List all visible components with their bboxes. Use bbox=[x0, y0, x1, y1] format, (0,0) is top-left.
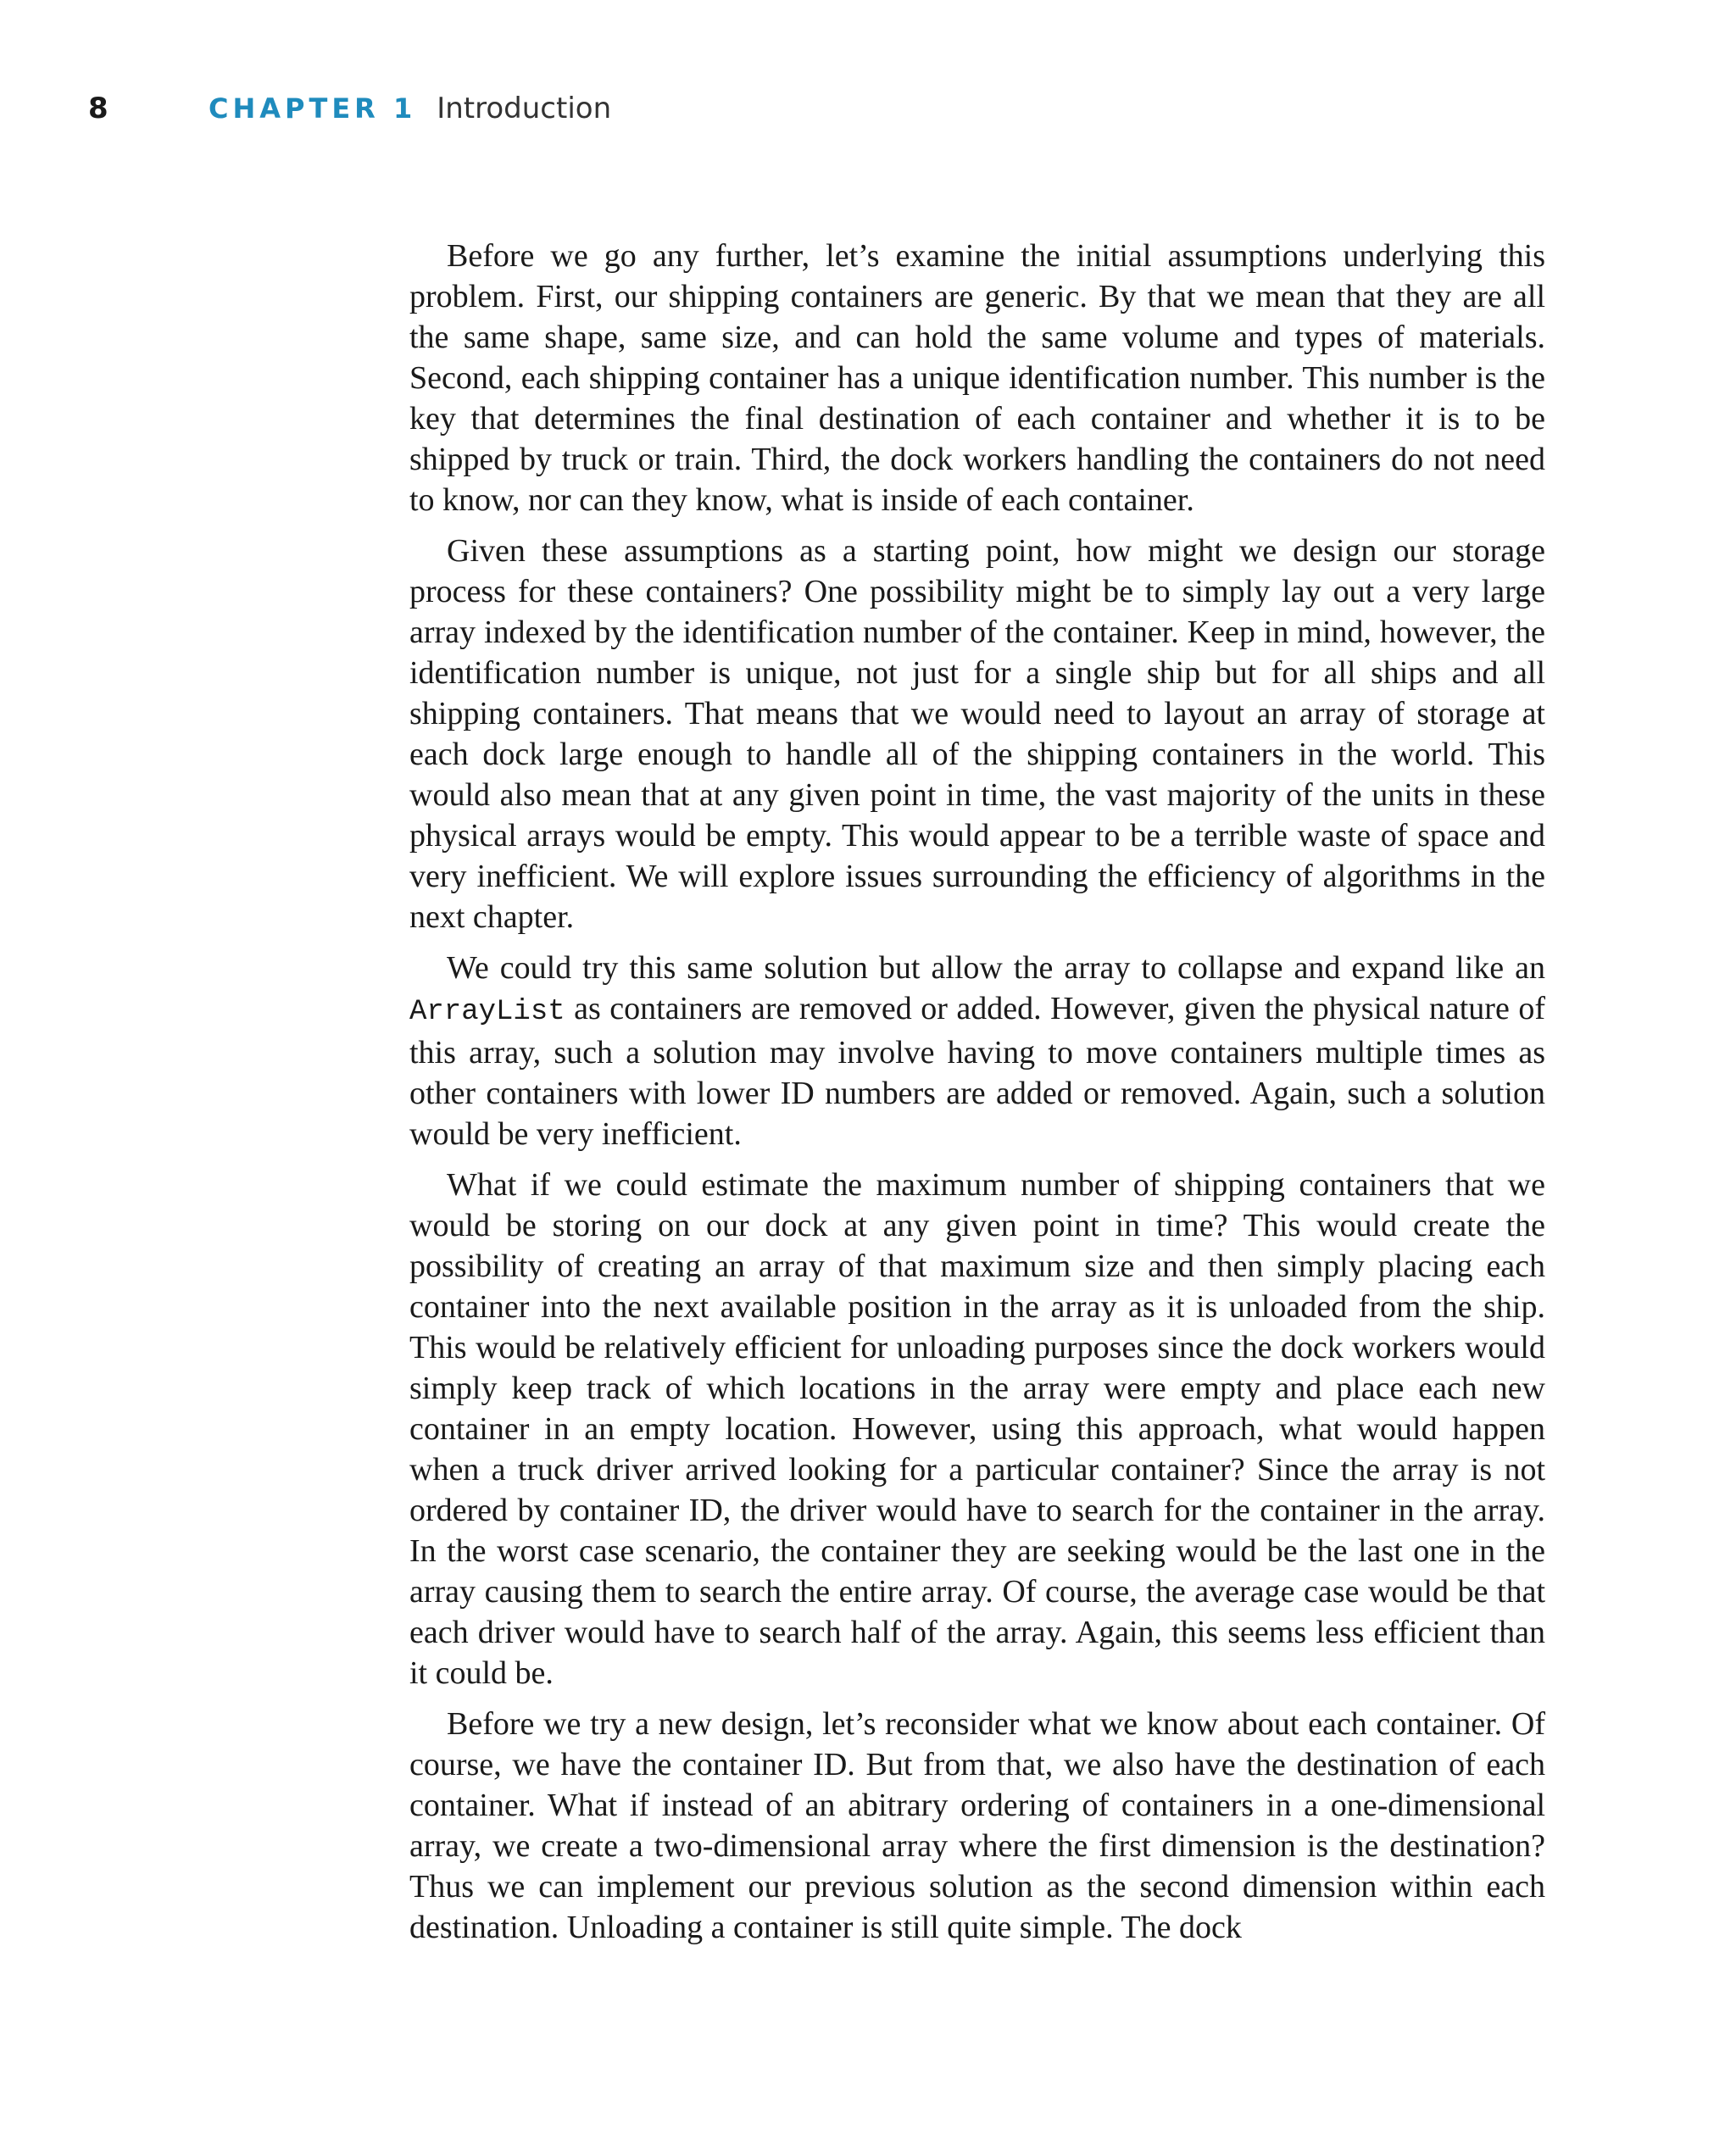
running-head bbox=[88, 92, 611, 139]
chapter-label: CHAPTER 1 bbox=[209, 92, 417, 125]
paragraph-arraylist-text-before: We could try this same solution but allow the array to collapse and expand like an bbox=[447, 950, 1545, 986]
body-text bbox=[409, 236, 1545, 1958]
chapter-title: Introduction bbox=[437, 92, 612, 125]
paragraph-two-dimensional: Before we try a new design, let’s reconsider what we know about each container. Of course, we have the container ID. But from that, we also have the destination of each container. What if instead of an abitrary ordering of containers in a one-dimensional array, we create a two-dimensional array where the first dimension is the destination? Thus we can implement our previous solution as the second dimension within each destination. Unloading a container is still quite simple. The dock bbox=[409, 1706, 1545, 1945]
paragraph-assumptions: Before we go any further, let’s examine the initial assumptions underlying this problem. First, our shipping containers are generic. By that we mean that they are all the same shape, same size, and can hold the same volume and types of materials. Second, each shipping container has a unique identification number. This number is the key that determines the final destination of each container and whether it is to be shipped by truck or train. Third, the dock workers handling the containers do not need to know, nor can they know, what is inside of each container. bbox=[409, 238, 1545, 518]
paragraph-maximum-estimate: What if we could estimate the maximum number of shipping containers that we would be storing on our dock at any given point in time? This would create the possibility of creating an array of that maximum size and then simply placing each container into the next available position in the array as it is unloaded from the ship. This would be relatively efficient for unloading purposes since the dock workers would simply keep track of which locations in the array were empty and place each new container in an empty location. However, using this approach, what would happen when a truck driver arrived looking for a particular container? Since the array is not ordered by container ID, the driver would have to search for the container in the array. In the worst case scenario, the container they are seeking would be the last one in the array causing them to search the entire array. Of course, the average case would be that each driver would have to search half of the array. Again, this seems less efficient than it could be. bbox=[409, 1167, 1545, 1691]
paragraph-storage-design: Given these assumptions as a starting point, how might we design our storage process for these containers? One possibility might be to simply lay out a very large array indexed by the identification number of the container. Keep in mind, however, the identification number is unique, not just for a single ship but for all ships and all shipping containers. That means that we would need to layout an array of storage at each dock large enough to handle all of the shipping containers in the world. This would also mean that at any given point in time, the vast majority of the units in these physical arrays would be empty. This would appear to be a terrible waste of space and very inefficient. We will explore issues surrounding the efficiency of algorithms in the next chapter. bbox=[409, 533, 1545, 935]
code-arraylist: ArrayList bbox=[409, 996, 565, 1028]
paragraph-arraylist-text-after: as containers are removed or added. However, given the physical nature of this array, such a solution may involve having to move containers multiple times as other containers with lower ID numbers are added or removed. Again, such a solution would be very inefficient. bbox=[409, 991, 1545, 1152]
page-number: 8 bbox=[88, 92, 108, 125]
paragraph-arraylist bbox=[409, 948, 1545, 1154]
